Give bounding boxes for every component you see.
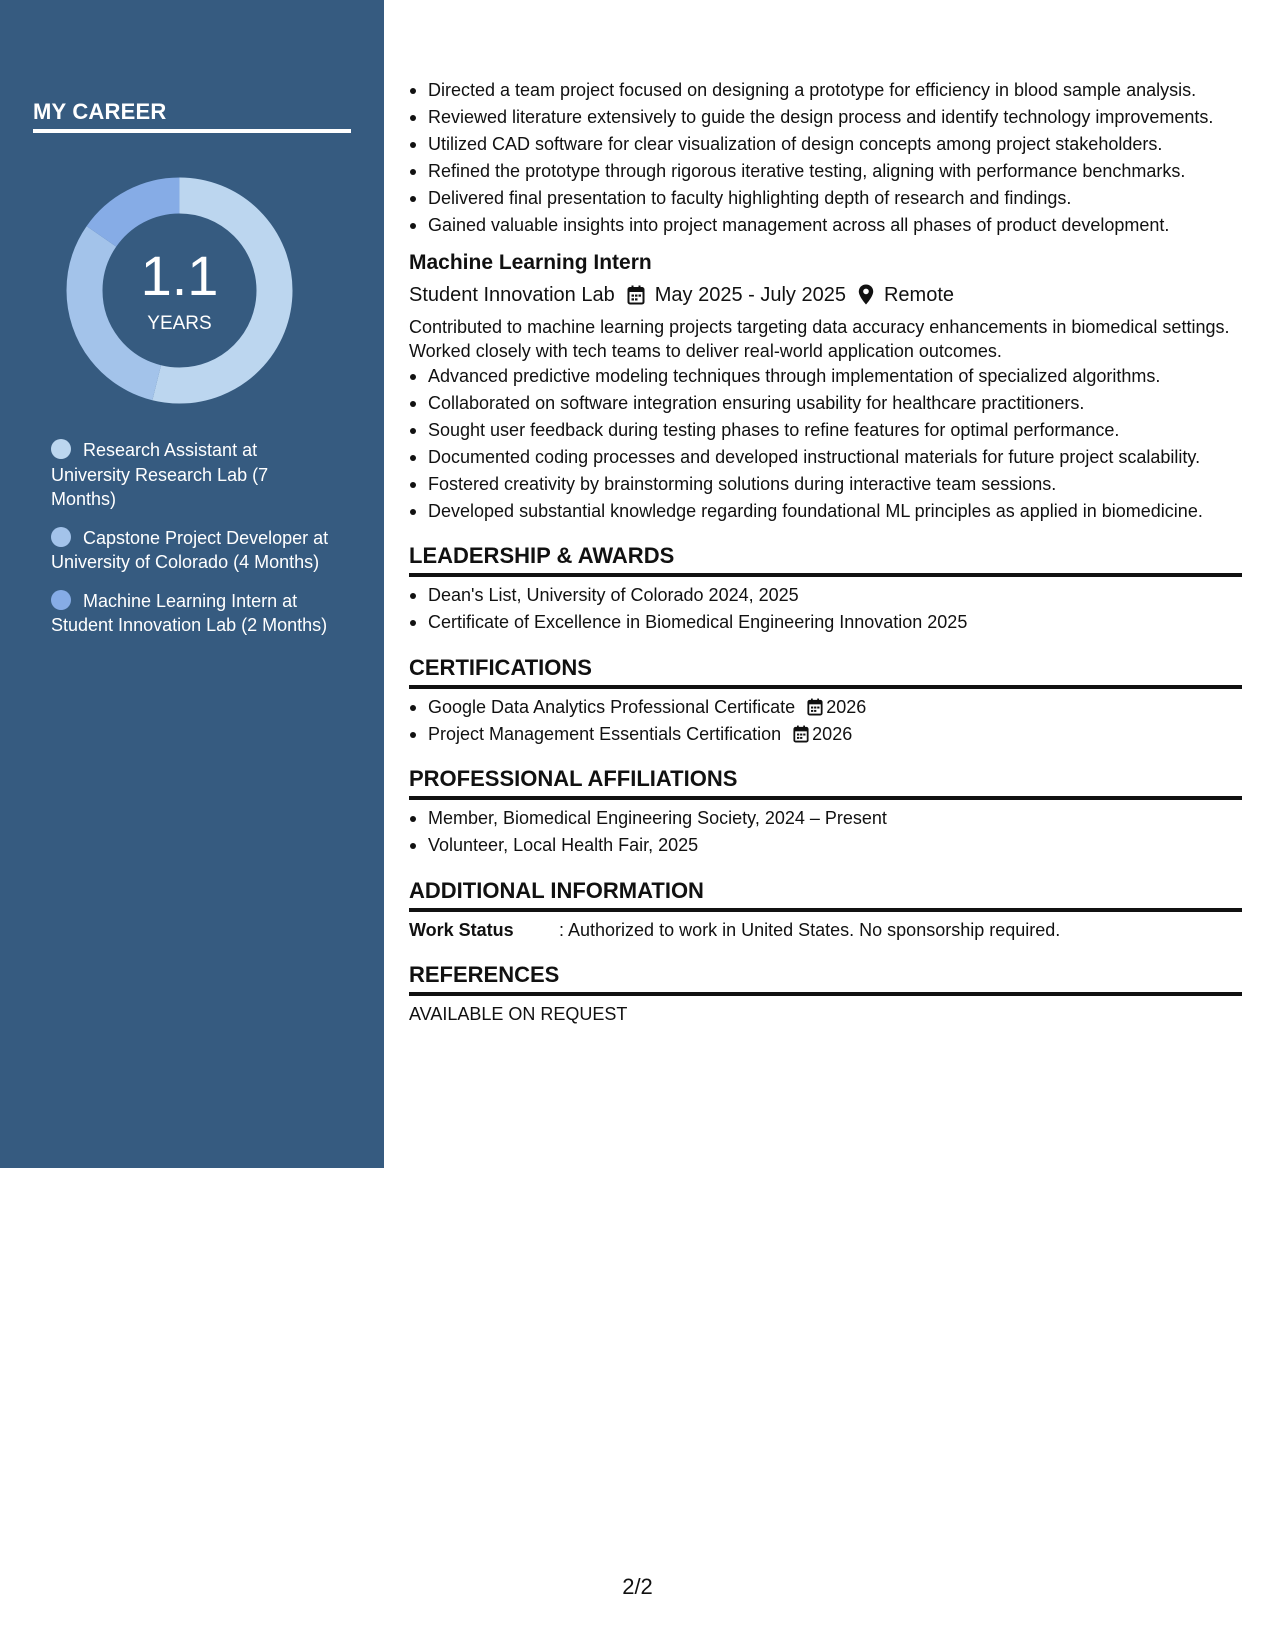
career-legend-label: Research Assistant at University Research Lab (7 Months) [51, 440, 269, 509]
work-status-label: Work Status [409, 919, 514, 940]
certification-item [409, 722, 1242, 747]
career-legend-item [51, 526, 331, 575]
career-legend-label: Capstone Project Developer at University of Colorado (4 Months) [51, 527, 329, 572]
leadership-list [409, 583, 1242, 635]
career-legend-label: Machine Learning Intern at Student Innovation Lab (2 Months) [51, 590, 328, 635]
affiliations-heading: PROFESSIONAL AFFILIATIONS [409, 766, 738, 791]
career-sidebar [0, 0, 384, 1168]
capstone-bullet-list [409, 78, 1242, 238]
legend-dot-icon [51, 527, 71, 547]
certification-item [409, 695, 1242, 720]
bullet-item: Advanced predictive modeling techniques through implementation of specialized algorithms. [409, 364, 1242, 389]
total-experience-unit: YEARS [147, 313, 212, 334]
ml-job-bullet-list [409, 364, 1242, 524]
bullet-item: Refined the prototype through rigorous iterative testing, aligning with performance benchmarks. [409, 159, 1242, 184]
sidebar-title: MY CAREER [33, 99, 167, 124]
section-divider [409, 796, 1242, 800]
bullet-item: Delivered final presentation to faculty highlighting depth of research and findings. [409, 186, 1242, 211]
bullet-item: Collaborated on software integration ensuring usability for healthcare practitioners. [409, 391, 1242, 416]
job-meta [409, 282, 1242, 308]
section-divider [409, 992, 1242, 996]
section-divider [409, 685, 1242, 689]
certification-date [807, 697, 866, 717]
sidebar-divider [33, 129, 351, 133]
bullet-item: Utilized CAD software for clear visualization of design concepts among project stakeholders. [409, 132, 1242, 157]
job-description: Contributed to machine learning projects targeting data accuracy enhancements in biomedical settings. Worked closely with tech teams to deliver real-world application outcomes. [409, 316, 1230, 361]
work-status-value: : Authorized to work in United States. No sponsorship required. [559, 919, 1061, 940]
career-legend-item [51, 438, 331, 512]
bullet-item: Fostered creativity by brainstorming solutions during interactive team sessions. [409, 472, 1242, 497]
affiliations-list [409, 806, 1242, 858]
references-text: AVAILABLE ON REQUEST [409, 1004, 628, 1024]
bullet-item: Member, Biomedical Engineering Society, 2024 – Present [409, 806, 1242, 831]
career-legend [51, 438, 331, 652]
calendar-icon [793, 725, 809, 743]
resume-main-column [409, 78, 1242, 1027]
bullet-item: Volunteer, Local Health Fair, 2025 [409, 833, 1242, 858]
calendar-icon [807, 698, 823, 716]
certification-year: 2026 [826, 696, 867, 717]
bullet-item: Sought user feedback during testing phases to refine features for optimal performance. [409, 418, 1242, 443]
section-divider [409, 908, 1242, 912]
bullet-item: Reviewed literature extensively to guide the design process and identify technology improvements. [409, 105, 1242, 130]
job-title: Machine Learning Intern [409, 250, 652, 274]
job-company: Student Innovation Lab [409, 283, 615, 306]
bullet-item: Developed substantial knowledge regarding foundational ML principles as applied in biomedicine. [409, 499, 1242, 524]
bullet-item: Documented coding processes and developed instructional materials for future project scalability. [409, 445, 1242, 470]
calendar-icon [627, 285, 645, 305]
section-divider [409, 573, 1242, 577]
references-heading: REFERENCES [409, 962, 560, 987]
career-legend-item [51, 589, 331, 638]
certifications-heading: CERTIFICATIONS [409, 654, 592, 680]
work-status-row [409, 918, 1242, 943]
certification-date [793, 724, 852, 744]
location-pin-icon [858, 284, 874, 305]
job-location: Remote [883, 283, 954, 306]
bullet-item: Certificate of Excellence in Biomedical Engineering Innovation 2025 [409, 610, 1242, 635]
leadership-heading: LEADERSHIP & AWARDS [409, 543, 675, 568]
bullet-item: Gained valuable insights into project management across all phases of product development. [409, 213, 1242, 238]
legend-dot-icon [51, 590, 71, 610]
certifications-list [409, 695, 1242, 747]
certification-year: 2026 [812, 723, 853, 744]
total-experience-value: 1.1 [140, 244, 219, 307]
additional-info-heading: ADDITIONAL INFORMATION [409, 877, 704, 903]
certification-name: Google Data Analytics Professional Certificate [428, 696, 796, 717]
legend-dot-icon [51, 439, 71, 459]
certification-name: Project Management Essentials Certification [428, 723, 782, 744]
job-dates: May 2025 - July 2025 [654, 283, 846, 306]
page-number: 2/2 [622, 1574, 653, 1599]
bullet-item: Directed a team project focused on designing a prototype for efficiency in blood sample analysis. [409, 78, 1242, 103]
bullet-item: Dean's List, University of Colorado 2024, 2025 [409, 583, 1242, 608]
